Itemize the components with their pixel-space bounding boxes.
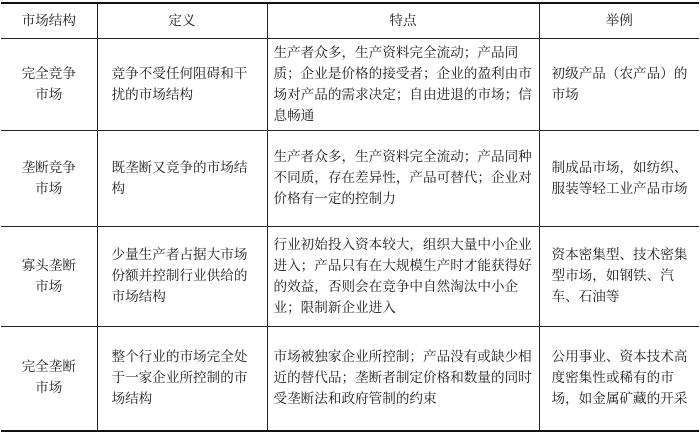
- row-structure-monopoly: 完全垄断市场: [1, 327, 97, 431]
- row-definition: 竞争不受任何阻碍和干扰的市场结构: [97, 39, 267, 131]
- table-row: [1, 39, 699, 131]
- table-row: [1, 131, 699, 227]
- row-definition: 既垄断又竞争的市场结构: [97, 131, 267, 227]
- header-features: 特点: [267, 3, 539, 39]
- row-examples: 初级产品（农产品）的市场: [539, 39, 699, 131]
- row-structure-perfect-competition: 完全竞争市场: [1, 39, 97, 131]
- table-row: [1, 227, 699, 327]
- row-features: 生产者众多，生产资料完全流动；产品同种不同质，存在差异性，产品可替代；企业对价格有一定的控制力: [267, 131, 539, 227]
- row-features: 行业初始投入资本较大，组织大量中小企业进入；产品只有在大规模生产时才能获得好的效益，否则会在竞争中自然淘汰中小企业；限制新企业进入: [267, 227, 539, 327]
- row-examples: 资本密集型、技术密集型市场，如钢铁、汽车、石油等: [539, 227, 699, 327]
- header-examples: 举例: [539, 3, 699, 39]
- row-structure-oligopoly: 寡头垄断市场: [1, 227, 97, 327]
- table-header-row: [1, 3, 699, 39]
- row-definition: 整个行业的市场完全处于一家企业所控制的市场结构: [97, 327, 267, 431]
- row-structure-monopolistic-competition: 垄断竞争市场: [1, 131, 97, 227]
- row-examples: 制成品市场，如纺织、服装等轻工业产品市场: [539, 131, 699, 227]
- row-features: 生产者众多，生产资料完全流动；产品同质；企业是价格的接受者；企业的盈利由市场对产品的需求决定；自由进退的市场；信息畅通: [267, 39, 539, 131]
- market-structure-table: [1, 2, 699, 432]
- row-definition: 少量生产者占据大市场份额并控制行业供给的市场结构: [97, 227, 267, 327]
- header-structure: 市场结构: [1, 3, 97, 39]
- table-row: [1, 327, 699, 431]
- row-features: 市场被独家企业所控制；产品没有或缺少相近的替代品；垄断者制定价格和数量的同时受垄断法和政府管制的约束: [267, 327, 539, 431]
- row-examples: 公用事业、资本技术高度密集性或稀有的市场，如金属矿藏的开采: [539, 327, 699, 431]
- header-definition: 定义: [97, 3, 267, 39]
